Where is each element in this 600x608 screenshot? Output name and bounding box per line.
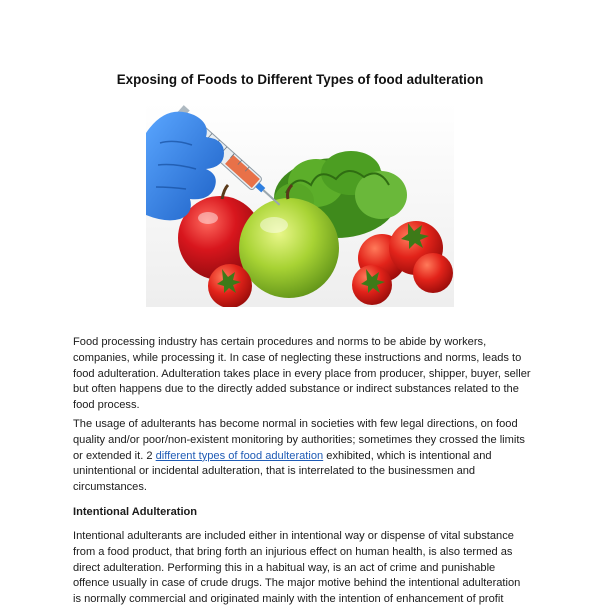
paragraph-intentional (73, 529, 531, 608)
paragraph-intro (73, 335, 531, 414)
paragraph-adulterants-text (73, 417, 531, 496)
food-adulteration-types-link[interactable]: different types of food adulteration (155, 449, 324, 462)
section-heading-intentional: Intentional Adulteration (73, 506, 198, 518)
paragraph-adulterants-after: exhibited, which is intentional and unintentional or incidental adulteration, that is interrelated to the businessmen and circumstances. (73, 449, 492, 494)
paragraph-intro-text: Food processing industry has certain procedures and norms to be abide by workers, companies, while processing it. In case of neglecting these instructions and norms, leads to food adulteration. Adulteration takes place in every place from producer, shipper, buyer, seller but often happens due to the directly added substance or indirect substances related to the food process. (73, 336, 531, 412)
paragraph-adulterants-before: The usage of adulterants has become normal in societies with few legal directions, on food quality and/or poor/non-existent monitoring by authorities; sometimes they crossed the limits or extended it. 2 (73, 418, 525, 462)
food-adulteration-image (146, 103, 454, 307)
document-title: Exposing of Foods to Different Types of food adulteration (116, 72, 484, 87)
paragraph-intentional-text: Intentional adulterants are included either in intentional way or dispense of vital substance from a food product, that bring forth an injurious effect on human health, is also termed as direct adulteration. Performing this in a habitual way, is an act of crime and punishable offence usually in case of crude drugs. The major motive behind the intentional adulteration is normally commercial and originated mainly with the intention of enhancement of profit (73, 530, 521, 606)
paragraph-adulterants (73, 417, 531, 496)
syringe-injecting-fruit-icon (146, 103, 454, 307)
